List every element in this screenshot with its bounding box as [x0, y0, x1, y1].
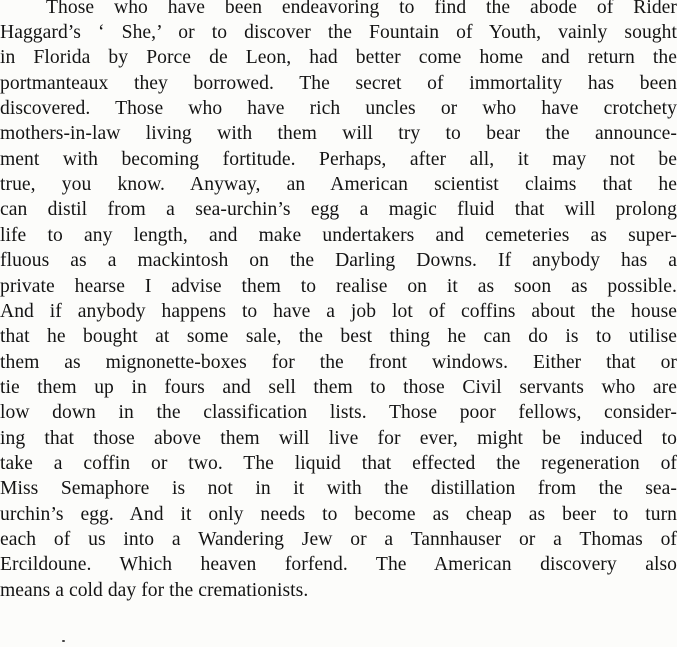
article-line-23: Ercildoune. Which heaven forfend. The American discovery also — [0, 554, 677, 575]
article-line-5: discovered. Those who have rich uncles or who have crotchety — [0, 98, 677, 119]
article-line-3: in Florida by Porce de Leon, had better come home and return the — [0, 47, 677, 68]
article-line-18: ing that those above them will live for ever, might be induced to — [0, 428, 677, 449]
article-line-1: Those who have been endeavoring to find the abode of Rider — [46, 0, 677, 18]
article-line-12: private hearse I advise them to realise on it as soon as possible. — [0, 276, 677, 297]
article-line-24: means a cold day for the cremationists. — [0, 580, 309, 601]
article-line-20: Miss Semaphore is not in it with the distillation from the sea- — [0, 478, 677, 499]
article-line-19: take a coffin or two. The liquid that effected the regeneration of — [0, 453, 677, 474]
article-line-22: each of us into a Wandering Jew or a Tannhauser or a Thomas of — [0, 529, 677, 550]
article-line-16: tie them up in fours and sell them to those Civil servants who are — [0, 377, 677, 398]
article-line-14: that he bought at some sale, the best thing he can do is to utilise — [0, 326, 677, 347]
article-line-15: them as mignonette-boxes for the front windows. Either that or — [0, 352, 677, 373]
article-line-2: Haggard’s ‘ She,’ or to discover the Fountain of Youth, vainly sought — [0, 22, 677, 43]
article-line-6: mothers-in-law living with them will try to bear the announce- — [0, 123, 677, 144]
article-line-7: ment with becoming fortitude. Perhaps, after all, it may not be — [0, 149, 677, 170]
article-line-8: true, you know. Anyway, an American scientist claims that he — [0, 174, 677, 195]
article-line-13: And if anybody happens to have a job lot of coffins about the house — [0, 301, 677, 322]
article-line-11: fluous as a mackintosh on the Darling Downs. If anybody has a — [0, 250, 677, 271]
print-speck — [62, 640, 65, 642]
article-line-9: can distil from a sea-urchin’s egg a magic fluid that will prolong — [0, 199, 677, 220]
article-line-10: life to any length, and make undertakers and cemeteries as super- — [0, 225, 677, 246]
article-line-17: low down in the classification lists. Those poor fellows, consider- — [0, 402, 677, 423]
article-line-21: urchin’s egg. And it only needs to become as cheap as beer to turn — [0, 504, 677, 525]
article-line-4: portmanteaux they borrowed. The secret of immortality has been — [0, 73, 677, 94]
